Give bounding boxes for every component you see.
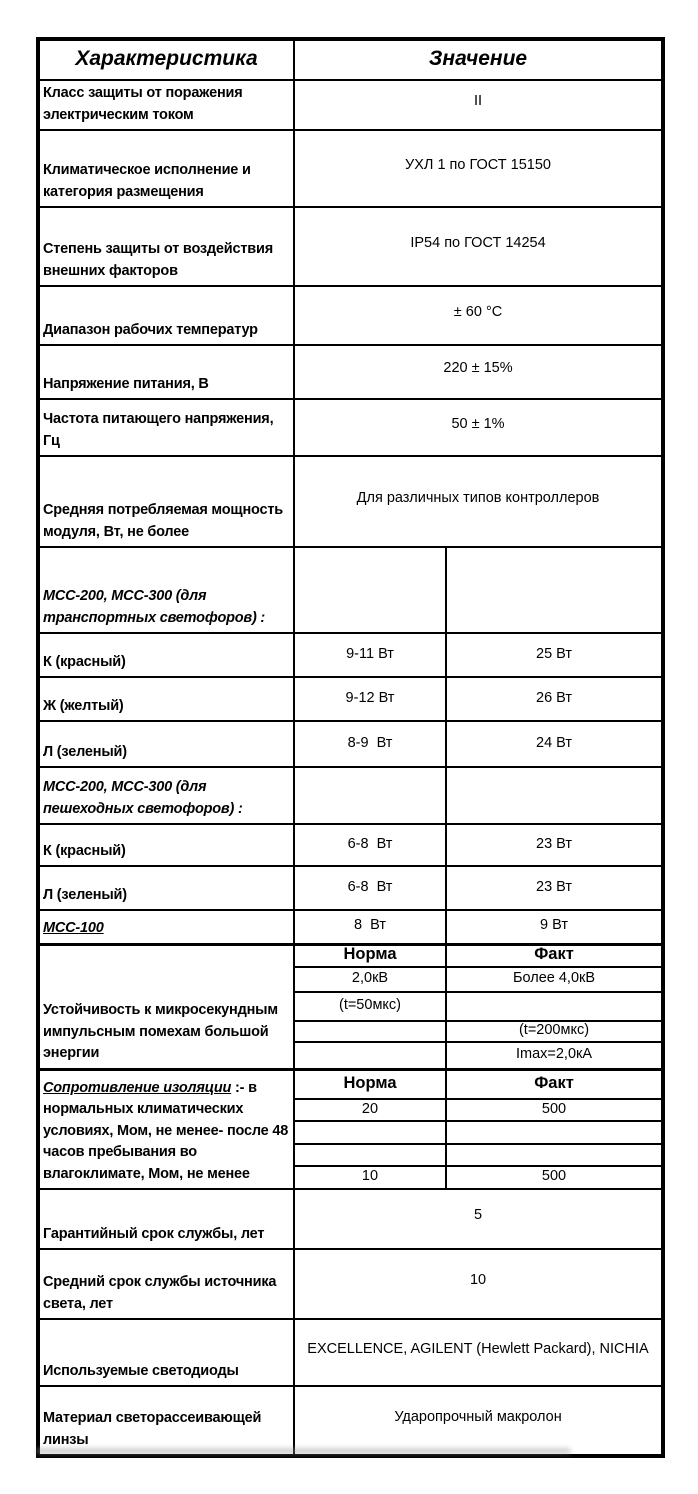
label-leds: Используемые светодиоды	[38, 1319, 294, 1386]
label-supply-frequency: Частота питающего напряжения, Гц	[38, 399, 294, 456]
spec-table-wrap	[36, 37, 665, 1458]
value-mss-transport-norm	[294, 547, 446, 633]
label-protection-class: Класс защиты от поражения электрическим током	[38, 80, 294, 130]
value-supply-voltage: 220 ± 15%	[294, 345, 663, 399]
label-temperature-range: Диапазон рабочих температур	[38, 286, 294, 345]
value-protection-class: II	[294, 80, 663, 130]
row-temperature-range	[38, 286, 663, 345]
value-mss-pedestrian-norm	[294, 767, 446, 824]
label-red-pedestrian: К (красный)	[38, 824, 294, 866]
label-avg-power: Средняя потребляемая мощность модуля, Вт, не более	[38, 456, 294, 547]
insulation-fact-empty-2	[446, 1144, 663, 1166]
row-lens-material	[38, 1386, 663, 1456]
value-red-transport-fact: 25 Вт	[446, 633, 663, 677]
header-row	[38, 39, 663, 80]
value-red-transport-norm: 9-11 Вт	[294, 633, 446, 677]
label-lens-material: Материал светорассеивающей линзы	[38, 1386, 294, 1456]
label-red-transport: К (красный)	[38, 633, 294, 677]
header-value: Значение	[294, 39, 663, 80]
immunity-fact-kv: Более 4,0кВ	[446, 967, 663, 992]
label-supply-voltage: Напряжение питания, В	[38, 345, 294, 399]
label-immunity: Устойчивость к микросекундным импульсным помехам большой энергии	[38, 944, 294, 1069]
label-climatic: Климатическое исполнение и категория размещения	[38, 130, 294, 207]
value-green-pedestrian-norm: 6-8 Вт	[294, 866, 446, 910]
label-mss-transport: МСС-200, МСС-300 (для транспортных светофоров) :	[38, 547, 294, 633]
value-climatic: УХЛ 1 по ГОСТ 15150	[294, 130, 663, 207]
label-yellow-transport: Ж (желтый)	[38, 677, 294, 721]
row-climatic	[38, 130, 663, 207]
row-leds	[38, 1319, 663, 1386]
value-yellow-transport-norm: 9-12 Вт	[294, 677, 446, 721]
immunity-norm-kv: 2,0кВ	[294, 967, 446, 992]
immunity-norm-t50: (t=50мкс)	[294, 992, 446, 1021]
row-red-pedestrian	[38, 824, 663, 866]
label-insulation-rest: :- в нормальных климатических условиях, Мом, не менее- после 48 часов пребывания во влагоклимате, Мом, не менее	[43, 1079, 289, 1182]
value-ip-rating: IP54 по ГОСТ 14254	[294, 207, 663, 286]
row-ip-rating	[38, 207, 663, 286]
row-mss-pedestrian	[38, 767, 663, 824]
value-red-pedestrian-fact: 23 Вт	[446, 824, 663, 866]
row-mss-transport	[38, 547, 663, 633]
label-mss-pedestrian: МСС-200, МСС-300 (для пешеходных светофоров) :	[38, 767, 294, 824]
value-mss-100-fact: 9 Вт	[446, 910, 663, 944]
value-yellow-transport-fact: 26 Вт	[446, 677, 663, 721]
value-mss-100-norm: 8 Вт	[294, 910, 446, 944]
row-immunity-header	[38, 944, 663, 967]
label-ip-rating: Степень защиты от воздействия внешних факторов	[38, 207, 294, 286]
value-green-transport-fact: 24 Вт	[446, 721, 663, 767]
row-red-transport	[38, 633, 663, 677]
label-warranty: Гарантийный срок службы, лет	[38, 1189, 294, 1249]
spec-table	[36, 37, 665, 1458]
value-mss-pedestrian-fact	[446, 767, 663, 824]
value-lens-material: Ударопрочный макролон	[294, 1386, 663, 1456]
row-yellow-transport	[38, 677, 663, 721]
immunity-fact-imax: Imax=2,0кА	[446, 1042, 663, 1069]
immunity-fact-empty	[446, 992, 663, 1021]
header-characteristic: Характеристика	[38, 39, 294, 80]
insulation-fact-500-2: 500	[446, 1166, 663, 1189]
row-supply-voltage	[38, 345, 663, 399]
immunity-norm-empty-2	[294, 1042, 446, 1069]
insulation-norm-header: Норма	[294, 1069, 446, 1099]
value-avg-power: Для различных типов контроллеров	[294, 456, 663, 547]
row-supply-frequency	[38, 399, 663, 456]
scan-shadow-artifact	[36, 1448, 571, 1454]
row-green-transport	[38, 721, 663, 767]
value-supply-frequency: 50 ± 1%	[294, 399, 663, 456]
value-mss-transport-fact	[446, 547, 663, 633]
label-mss-100: МСС-100	[38, 910, 294, 944]
insulation-fact-header: Факт	[446, 1069, 663, 1099]
row-protection-class	[38, 80, 663, 130]
label-insulation-em: Сопротивление изоляции	[43, 1079, 232, 1096]
row-mss-100	[38, 910, 663, 944]
row-warranty	[38, 1189, 663, 1249]
insulation-norm-empty	[294, 1121, 446, 1144]
row-lifetime	[38, 1249, 663, 1319]
insulation-fact-empty	[446, 1121, 663, 1144]
immunity-norm-empty	[294, 1021, 446, 1042]
value-temperature-range: ± 60 °C	[294, 286, 663, 345]
insulation-norm-20: 20	[294, 1099, 446, 1121]
value-red-pedestrian-norm: 6-8 Вт	[294, 824, 446, 866]
immunity-norm-header: Норма	[294, 944, 446, 967]
value-green-transport-norm: 8-9 Вт	[294, 721, 446, 767]
value-lifetime: 10	[294, 1249, 663, 1319]
row-insulation-header	[38, 1069, 663, 1099]
value-green-pedestrian-fact: 23 Вт	[446, 866, 663, 910]
value-warranty: 5	[294, 1189, 663, 1249]
label-insulation	[38, 1069, 294, 1189]
immunity-fact-t200: (t=200мкс)	[446, 1021, 663, 1042]
label-lifetime: Средний срок службы источника света, лет	[38, 1249, 294, 1319]
label-green-pedestrian: Л (зеленый)	[38, 866, 294, 910]
insulation-norm-10: 10	[294, 1166, 446, 1189]
insulation-fact-500: 500	[446, 1099, 663, 1121]
immunity-fact-header: Факт	[446, 944, 663, 967]
insulation-norm-empty-2	[294, 1144, 446, 1166]
row-avg-power	[38, 456, 663, 547]
label-green-transport: Л (зеленый)	[38, 721, 294, 767]
value-leds: EXCELLENCE, AGILENT (Hewlett Packard), NICHIA	[294, 1319, 663, 1386]
row-green-pedestrian	[38, 866, 663, 910]
